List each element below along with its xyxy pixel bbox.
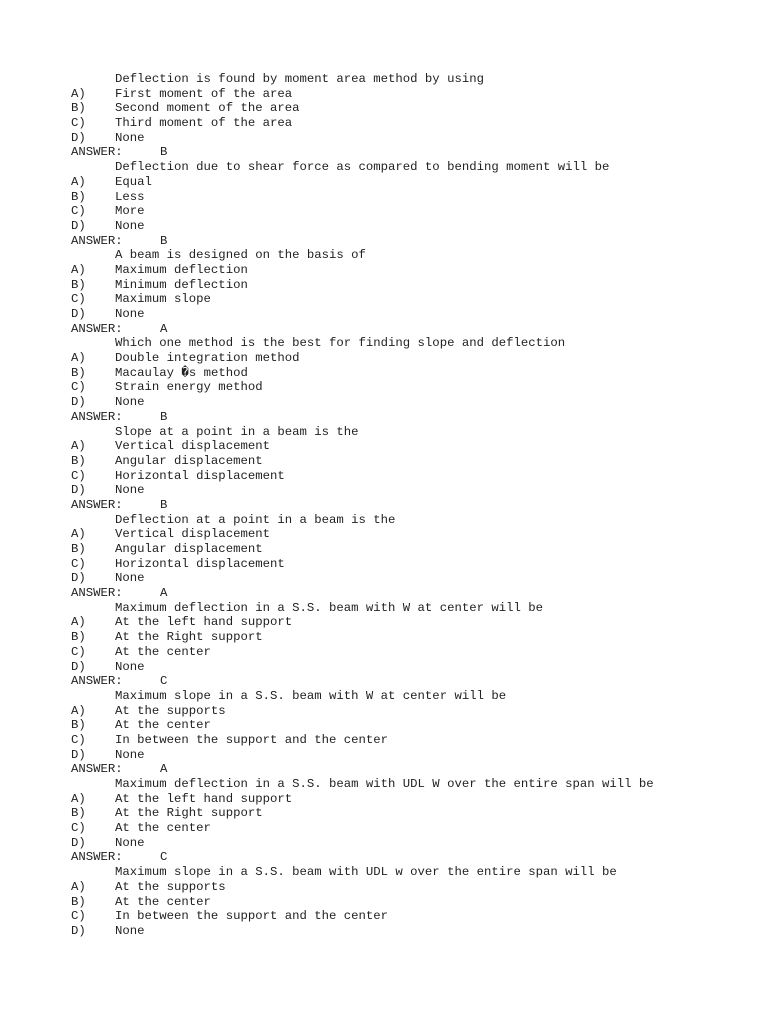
answer-line bbox=[71, 674, 654, 689]
question-text-content: Deflection at a point in a beam is the bbox=[115, 512, 396, 527]
option-key: A) bbox=[71, 262, 86, 277]
option-key: A) bbox=[71, 439, 86, 454]
answer-label: ANSWER: bbox=[71, 145, 123, 160]
question-text bbox=[71, 248, 654, 263]
question-text-content: Maximum slope in a S.S. beam with W at center will be bbox=[115, 688, 507, 703]
option-key: A) bbox=[71, 791, 86, 806]
answer-value: C bbox=[160, 674, 168, 689]
option-a bbox=[71, 615, 654, 630]
option-c bbox=[71, 733, 654, 748]
option-a bbox=[71, 880, 654, 895]
option-key: B) bbox=[71, 718, 86, 733]
option-d bbox=[71, 483, 654, 498]
answer-label: ANSWER: bbox=[71, 674, 123, 689]
option-key: C) bbox=[71, 556, 86, 571]
option-c bbox=[71, 821, 654, 836]
option-key: B) bbox=[71, 277, 86, 292]
option-key: C) bbox=[71, 116, 86, 131]
option-text: At the left hand support bbox=[115, 791, 293, 806]
option-d bbox=[71, 836, 654, 851]
option-a bbox=[71, 351, 654, 366]
question-text bbox=[71, 425, 654, 440]
option-d bbox=[71, 924, 654, 939]
option-a bbox=[71, 704, 654, 719]
option-b bbox=[71, 806, 654, 821]
option-key: B) bbox=[71, 101, 86, 116]
option-text: None bbox=[115, 835, 145, 850]
option-key: A) bbox=[71, 879, 86, 894]
option-key: D) bbox=[71, 835, 86, 850]
option-key: A) bbox=[71, 174, 86, 189]
answer-value: A bbox=[160, 321, 168, 336]
answer-label: ANSWER: bbox=[71, 321, 123, 336]
option-d bbox=[71, 395, 654, 410]
option-key: C) bbox=[71, 732, 86, 747]
option-text: Double integration method bbox=[115, 351, 300, 366]
option-text: None bbox=[115, 395, 145, 410]
question-text bbox=[71, 72, 654, 87]
option-c bbox=[71, 204, 654, 219]
option-text: Horizontal displacement bbox=[115, 468, 285, 483]
option-text: None bbox=[115, 483, 145, 498]
question-text bbox=[71, 160, 654, 175]
option-text: Maximum slope bbox=[115, 292, 211, 307]
option-a bbox=[71, 263, 654, 278]
option-key: C) bbox=[71, 292, 86, 307]
option-a bbox=[71, 175, 654, 190]
answer-label: ANSWER: bbox=[71, 586, 123, 601]
option-key: D) bbox=[71, 923, 86, 938]
option-a bbox=[71, 87, 654, 102]
option-text: At the supports bbox=[115, 879, 226, 894]
option-text: None bbox=[115, 659, 145, 674]
answer-label: ANSWER: bbox=[71, 850, 123, 865]
option-c bbox=[71, 469, 654, 484]
option-key: A) bbox=[71, 615, 86, 630]
option-d bbox=[71, 748, 654, 763]
option-text: Minimum deflection bbox=[115, 277, 248, 292]
option-text: Less bbox=[115, 189, 145, 204]
option-text: At the center bbox=[115, 821, 211, 836]
answer-line bbox=[71, 322, 654, 337]
option-b bbox=[71, 101, 654, 116]
option-text: In between the support and the center bbox=[115, 732, 389, 747]
option-text: At the supports bbox=[115, 703, 226, 718]
answer-value: B bbox=[160, 409, 168, 424]
option-text: More bbox=[115, 204, 145, 219]
option-text: At the center bbox=[115, 644, 211, 659]
option-key: D) bbox=[71, 747, 86, 762]
option-key: D) bbox=[71, 130, 86, 145]
option-b bbox=[71, 542, 654, 557]
question-text-content: Deflection is found by moment area method by using bbox=[115, 72, 484, 86]
answer-line bbox=[71, 762, 654, 777]
answer-label: ANSWER: bbox=[71, 409, 123, 424]
option-b bbox=[71, 718, 654, 733]
option-b bbox=[71, 454, 654, 469]
option-text: Macaulay �s method bbox=[115, 365, 248, 380]
option-d bbox=[71, 571, 654, 586]
option-b bbox=[71, 895, 654, 910]
option-c bbox=[71, 116, 654, 131]
option-text: Vertical displacement bbox=[115, 439, 270, 454]
question-text bbox=[71, 865, 654, 880]
option-d bbox=[71, 219, 654, 234]
option-d bbox=[71, 131, 654, 146]
option-key: A) bbox=[71, 527, 86, 542]
option-a bbox=[71, 439, 654, 454]
option-text: Second moment of the area bbox=[115, 101, 300, 116]
option-key: D) bbox=[71, 483, 86, 498]
question-text-content: Deflection due to shear force as compared to bending moment will be bbox=[115, 160, 610, 175]
option-d bbox=[71, 660, 654, 675]
answer-label: ANSWER: bbox=[71, 497, 123, 512]
option-text: None bbox=[115, 307, 145, 321]
option-text: Angular displacement bbox=[115, 453, 263, 468]
option-c bbox=[71, 909, 654, 924]
option-text: None bbox=[115, 130, 145, 145]
option-text: Vertical displacement bbox=[115, 527, 270, 542]
option-text: At the Right support bbox=[115, 806, 263, 821]
option-key: C) bbox=[71, 909, 86, 924]
option-b bbox=[71, 630, 654, 645]
option-d bbox=[71, 307, 654, 322]
option-text: In between the support and the center bbox=[115, 909, 389, 924]
option-text: At the center bbox=[115, 718, 211, 733]
option-text: Equal bbox=[115, 174, 152, 189]
option-text: Maximum deflection bbox=[115, 262, 248, 277]
answer-value: A bbox=[160, 762, 168, 777]
option-b bbox=[71, 278, 654, 293]
answer-value: A bbox=[160, 586, 168, 601]
option-a bbox=[71, 792, 654, 807]
option-key: A) bbox=[71, 86, 86, 101]
answer-line bbox=[71, 145, 654, 160]
question-text-content: Maximum deflection in a S.S. beam with W at center will be bbox=[115, 600, 544, 615]
option-text: Angular displacement bbox=[115, 542, 263, 556]
option-text: At the Right support bbox=[115, 630, 263, 645]
option-key: B) bbox=[71, 806, 86, 821]
question-text bbox=[71, 601, 654, 616]
option-text: At the left hand support bbox=[115, 615, 293, 630]
option-key: B) bbox=[71, 365, 86, 380]
answer-line bbox=[71, 234, 654, 249]
option-b bbox=[71, 366, 654, 381]
option-key: B) bbox=[71, 453, 86, 468]
answer-line bbox=[71, 410, 654, 425]
answer-value: C bbox=[160, 850, 168, 865]
answer-value: B bbox=[160, 233, 168, 248]
answer-value: B bbox=[160, 145, 168, 160]
answer-line bbox=[71, 586, 654, 601]
option-key: D) bbox=[71, 395, 86, 410]
option-key: B) bbox=[71, 189, 86, 204]
option-text: None bbox=[115, 923, 145, 938]
option-text: At the center bbox=[115, 894, 211, 909]
option-key: D) bbox=[71, 218, 86, 233]
option-text: Strain energy method bbox=[115, 380, 263, 395]
option-text: Horizontal displacement bbox=[115, 556, 285, 571]
question-text bbox=[71, 777, 654, 792]
option-key: B) bbox=[71, 894, 86, 909]
question-text bbox=[71, 513, 654, 528]
option-c bbox=[71, 557, 654, 572]
answer-line bbox=[71, 850, 654, 865]
answer-label: ANSWER: bbox=[71, 233, 123, 248]
question-text bbox=[71, 689, 654, 704]
option-key: D) bbox=[71, 571, 86, 586]
question-text-content: A beam is designed on the basis of bbox=[115, 248, 366, 263]
question-text-content: Maximum slope in a S.S. beam with UDL w over the entire span will be bbox=[115, 865, 617, 880]
option-key: B) bbox=[71, 542, 86, 556]
question-text-content: Slope at a point in a beam is the bbox=[115, 424, 359, 439]
option-c bbox=[71, 292, 654, 307]
option-key: D) bbox=[71, 659, 86, 674]
option-key: D) bbox=[71, 307, 86, 321]
option-key: B) bbox=[71, 630, 86, 645]
mcq-document bbox=[71, 72, 654, 939]
option-text: First moment of the area bbox=[115, 86, 293, 101]
option-text: None bbox=[115, 218, 145, 233]
question-text bbox=[71, 336, 654, 351]
option-key: C) bbox=[71, 380, 86, 395]
option-key: C) bbox=[71, 821, 86, 836]
option-text: None bbox=[115, 747, 145, 762]
option-key: A) bbox=[71, 703, 86, 718]
option-c bbox=[71, 380, 654, 395]
question-text-content: Maximum deflection in a S.S. beam with UDL W over the entire span will be bbox=[115, 777, 654, 791]
answer-line bbox=[71, 498, 654, 513]
option-text: None bbox=[115, 571, 145, 586]
option-key: C) bbox=[71, 468, 86, 483]
option-text: Third moment of the area bbox=[115, 116, 293, 131]
option-c bbox=[71, 645, 654, 660]
option-a bbox=[71, 527, 654, 542]
option-key: C) bbox=[71, 204, 86, 219]
question-text-content: Which one method is the best for finding slope and deflection bbox=[115, 336, 566, 351]
answer-value: B bbox=[160, 497, 168, 512]
option-key: A) bbox=[71, 351, 86, 366]
option-b bbox=[71, 190, 654, 205]
option-key: C) bbox=[71, 644, 86, 659]
answer-label: ANSWER: bbox=[71, 762, 123, 777]
